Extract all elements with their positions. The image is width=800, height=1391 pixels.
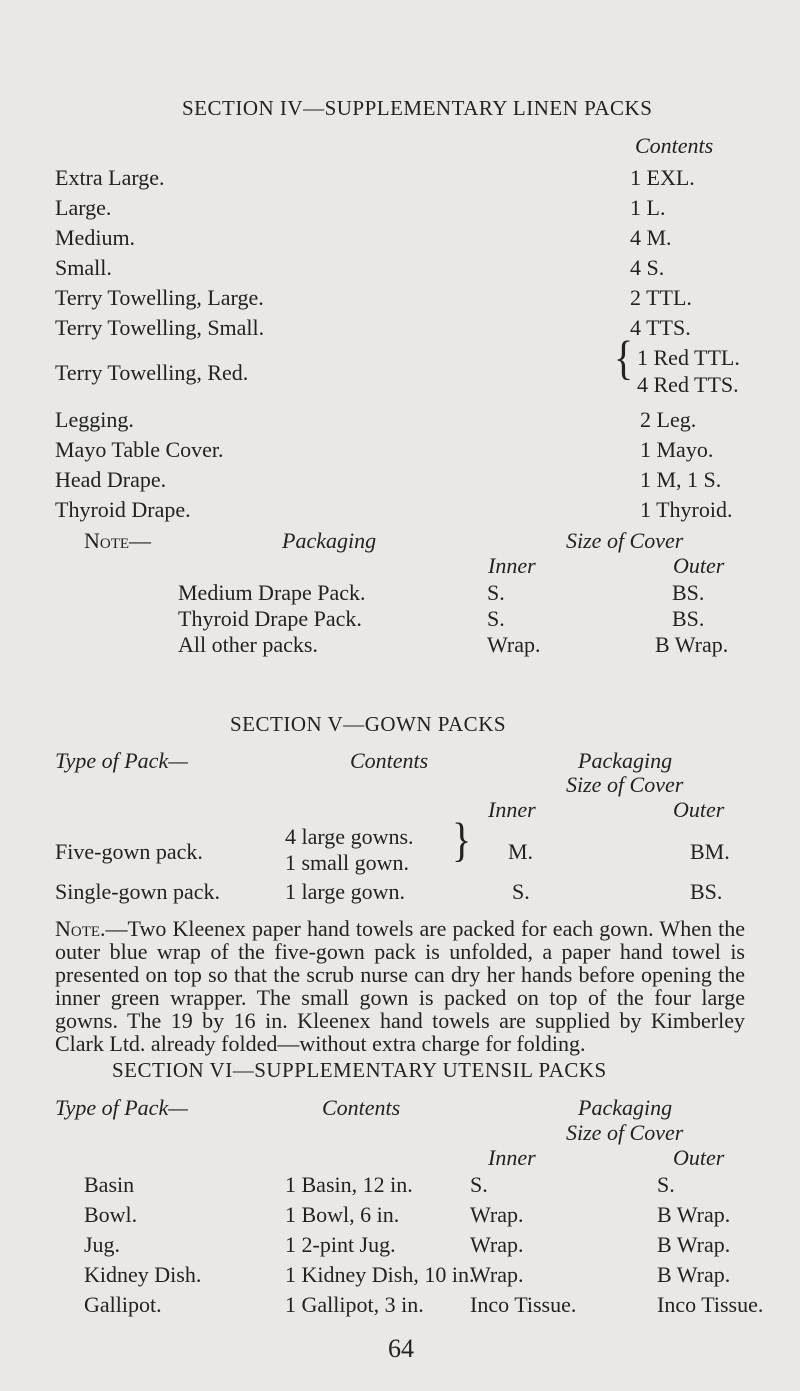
- inner-label: Inner: [488, 797, 536, 822]
- linen-item-contents: 2 Leg.: [640, 407, 697, 432]
- packaging-label: Packaging: [282, 528, 377, 553]
- pack-outer: BS.: [672, 606, 705, 631]
- utensil-pack-inner: Inco Tissue.: [470, 1292, 577, 1317]
- linen-item-name: Head Drape.: [55, 467, 167, 492]
- type-of-pack-label: Type of Pack—: [55, 748, 188, 773]
- gown-note: [55, 917, 745, 1055]
- linen-item-contents: 1 Mayo.: [640, 437, 714, 462]
- linen-item-name: Terry Towelling, Large.: [55, 285, 264, 310]
- pack-inner: S.: [487, 580, 505, 605]
- linen-item-contents: 1 L.: [630, 195, 666, 220]
- utensil-pack-inner: Wrap.: [470, 1262, 524, 1287]
- utensil-pack-outer: S.: [657, 1172, 675, 1197]
- linen-item-name: Terry Towelling, Small.: [55, 315, 265, 340]
- outer-label: Outer: [673, 797, 725, 822]
- utensil-pack-inner: Wrap.: [470, 1232, 524, 1257]
- utensil-pack-name: Bowl.: [84, 1202, 138, 1227]
- inner-label: Inner: [488, 1145, 536, 1170]
- utensil-pack-name: Kidney Dish.: [84, 1262, 202, 1287]
- type-of-pack-label: Type of Pack—: [55, 1095, 188, 1120]
- size-of-cover-label: Size of Cover: [566, 1120, 684, 1145]
- utensil-pack-contents: 1 2-pint Jug.: [285, 1232, 396, 1257]
- utensil-pack-inner: Wrap.: [470, 1202, 524, 1227]
- linen-item-contents: 1 EXL.: [630, 165, 695, 190]
- utensil-pack-name: Jug.: [84, 1232, 121, 1257]
- section-4-title: SECTION IV—SUPPLEMENTARY LINEN PACKS: [182, 96, 653, 120]
- linen-item-contents: 4 TTS.: [630, 315, 691, 340]
- pack-outer: B Wrap.: [655, 632, 729, 657]
- utensil-pack-contents: 1 Bowl, 6 in.: [285, 1202, 400, 1227]
- gown-pack-outer: BM.: [690, 839, 730, 864]
- utensil-pack-contents: 1 Gallipot, 3 in.: [285, 1292, 424, 1317]
- gown-pack-name: Five-gown pack.: [55, 839, 203, 864]
- linen-item-contents: 4 M.: [630, 225, 672, 250]
- linen-item-contents: 4 S.: [630, 255, 665, 280]
- packaging-label: Packaging: [578, 1095, 673, 1120]
- gown-pack-outer: BS.: [690, 879, 723, 904]
- utensil-pack-contents: 1 Kidney Dish, 10 in.: [285, 1262, 475, 1287]
- outer-label: Outer: [673, 1145, 725, 1170]
- linen-item-name: Medium.: [55, 225, 136, 250]
- utensil-pack-name: Basin: [84, 1172, 135, 1197]
- linen-item-contents: 1 Thyroid.: [640, 497, 733, 522]
- size-of-cover-label: Size of Cover: [566, 528, 684, 553]
- contents-label: Contents: [322, 1095, 401, 1120]
- linen-item-name: Large.: [55, 195, 112, 220]
- utensil-pack-outer: B Wrap.: [657, 1202, 731, 1227]
- gown-pack-contents: 4 large gowns.: [285, 824, 414, 849]
- pack-inner: S.: [487, 606, 505, 631]
- pack-name: All other packs.: [178, 632, 318, 657]
- note-body: —Two Kleenex paper hand towels are packed for each gown. When the outer blue wrap of the five-gown pack is unfolded, a paper hand towel is presented on top so that the scrub nurse can dry her hands before opening the inner green wrapper. The small gown is packed on top of the four large gowns. The 19 by 16 in. Kleenex hand towels are supplied by Kimberley Clark Ltd. already folded—without extra charge for folding.: [55, 916, 745, 1056]
- linen-item-name: Small.: [55, 255, 112, 280]
- linen-item-name: Terry Towelling, Red.: [55, 360, 249, 385]
- packaging-label: Packaging: [578, 748, 673, 773]
- linen-item-name: Mayo Table Cover.: [55, 437, 224, 462]
- utensil-pack-inner: S.: [470, 1172, 488, 1197]
- pack-name: Medium Drape Pack.: [178, 580, 366, 605]
- linen-item-contents: 1 Red TTL.: [637, 345, 740, 370]
- pack-inner: Wrap.: [487, 632, 541, 657]
- utensil-pack-outer: Inco Tissue.: [657, 1292, 764, 1317]
- pack-name: Thyroid Drape Pack.: [178, 606, 362, 631]
- brace-symbol: }: [452, 812, 472, 867]
- utensil-pack-name: Gallipot.: [84, 1292, 162, 1317]
- inner-label: Inner: [488, 553, 536, 578]
- linen-item-contents: 2 TTL.: [630, 285, 692, 310]
- gown-pack-contents: 1 small gown.: [285, 850, 410, 875]
- linen-item-name: Extra Large.: [55, 165, 165, 190]
- note-lead: Note.: [55, 916, 106, 941]
- section-5-title: SECTION V—GOWN PACKS: [230, 712, 507, 736]
- linen-item-contents: 1 M, 1 S.: [640, 467, 722, 492]
- note-label: Note—: [84, 528, 152, 553]
- linen-item-name: Legging.: [55, 407, 134, 432]
- utensil-pack-contents: 1 Basin, 12 in.: [285, 1172, 413, 1197]
- gown-pack-contents: 1 large gown.: [285, 879, 405, 904]
- gown-pack-inner: M.: [508, 839, 534, 864]
- utensil-pack-outer: B Wrap.: [657, 1262, 731, 1287]
- linen-item-contents: 4 Red TTS.: [637, 372, 739, 397]
- gown-pack-inner: S.: [512, 879, 530, 904]
- contents-label: Contents: [350, 748, 429, 773]
- outer-label: Outer: [673, 553, 725, 578]
- utensil-pack-outer: B Wrap.: [657, 1232, 731, 1257]
- brace-symbol: {: [614, 330, 634, 385]
- contents-header: Contents: [635, 133, 714, 158]
- size-of-cover-label: Size of Cover: [566, 772, 684, 797]
- page-number: 64: [388, 1334, 414, 1363]
- pack-outer: BS.: [672, 580, 705, 605]
- gown-pack-name: Single-gown pack.: [55, 879, 220, 904]
- section-6-title: SECTION VI—SUPPLEMENTARY UTENSIL PACKS: [112, 1058, 607, 1082]
- linen-item-name: Thyroid Drape.: [55, 497, 191, 522]
